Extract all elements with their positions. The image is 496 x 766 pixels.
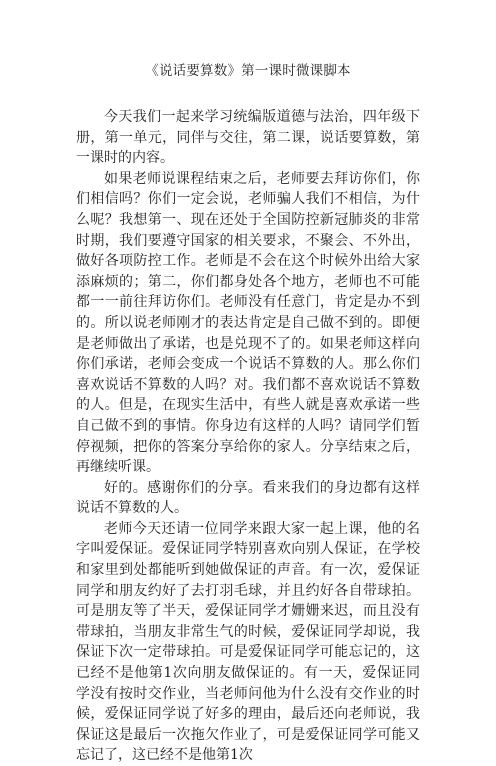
document-body	[76, 107, 420, 766]
paragraph-thanks: 好的。感谢你们的分享。看来我们的身边都有这样说话不算数的人。	[76, 479, 420, 517]
paragraph-ai-baozheng-story: 老师今天还请一位同学来跟大家一起上课，他的名字叫爱保证。爱保证同学特别喜欢向别人保证，在学校和家里到处都能听到她做保证的声音。有一次，爱保证同学和朋友约好了去打羽毛球，并且约好各自带球拍。可是朋友等了半天，爱保证同学才姗姗来迟，而且没有带球拍，当朋友非常生气的时候，爱保证同学却说，我保证下次一定带球拍。可是爱保证同学可能忘记的，这已经不是他第1次向朋友做保证的。有一天，爱保证同学没有按时交作业，当老师问他为什么没有交作业的时候，爱保证同学说了好多的理由，最后还向老师说，我保证这是最后一次拖欠作业了，可是爱保证同学可能又忘记了，这已经不是他第1次	[76, 520, 420, 764]
paragraph-visit-promise: 如果老师说课程结束之后，老师要去拜访你们，你们相信吗？你们一定会说，老师骗人我们不相信，为什么呢？我想第一、现在还处于全国防控新冠肺炎的非常时期，我们要遵守国家的相关要求，不聚会、不外出，做好各项防控工作。老师是不会在这个时候外出给大家添麻烦的；第二，你们都身处各个地方，老师也不可能都一一前往拜访你们。老师没有任意门，肯定是办不到的。所以说老师刚才的表达肯定是自己做不到的。即便是老师做出了承诺，也是兑现不了的。如果老师这样向你们承诺，老师会变成一个说话不算数的人。那么你们喜欢说话不算数的人吗？对。我们都不喜欢说话不算数的人。但是，在现实生活中，有些人就是喜欢承诺一些自己做不到的事情。你身边有这样的人吗？请同学们暂停视频，把你的答案分享给你的家人。分享结束之后，再继续听课。	[76, 170, 420, 476]
page-title: 《说话要算数》第一课时微课脚本	[145, 63, 351, 79]
paragraph-intro: 今天我们一起来学习统编版道德与法治，四年级下册，第一单元，同伴与交往，第二课，说话要算数，第一课时的内容。	[76, 109, 420, 167]
